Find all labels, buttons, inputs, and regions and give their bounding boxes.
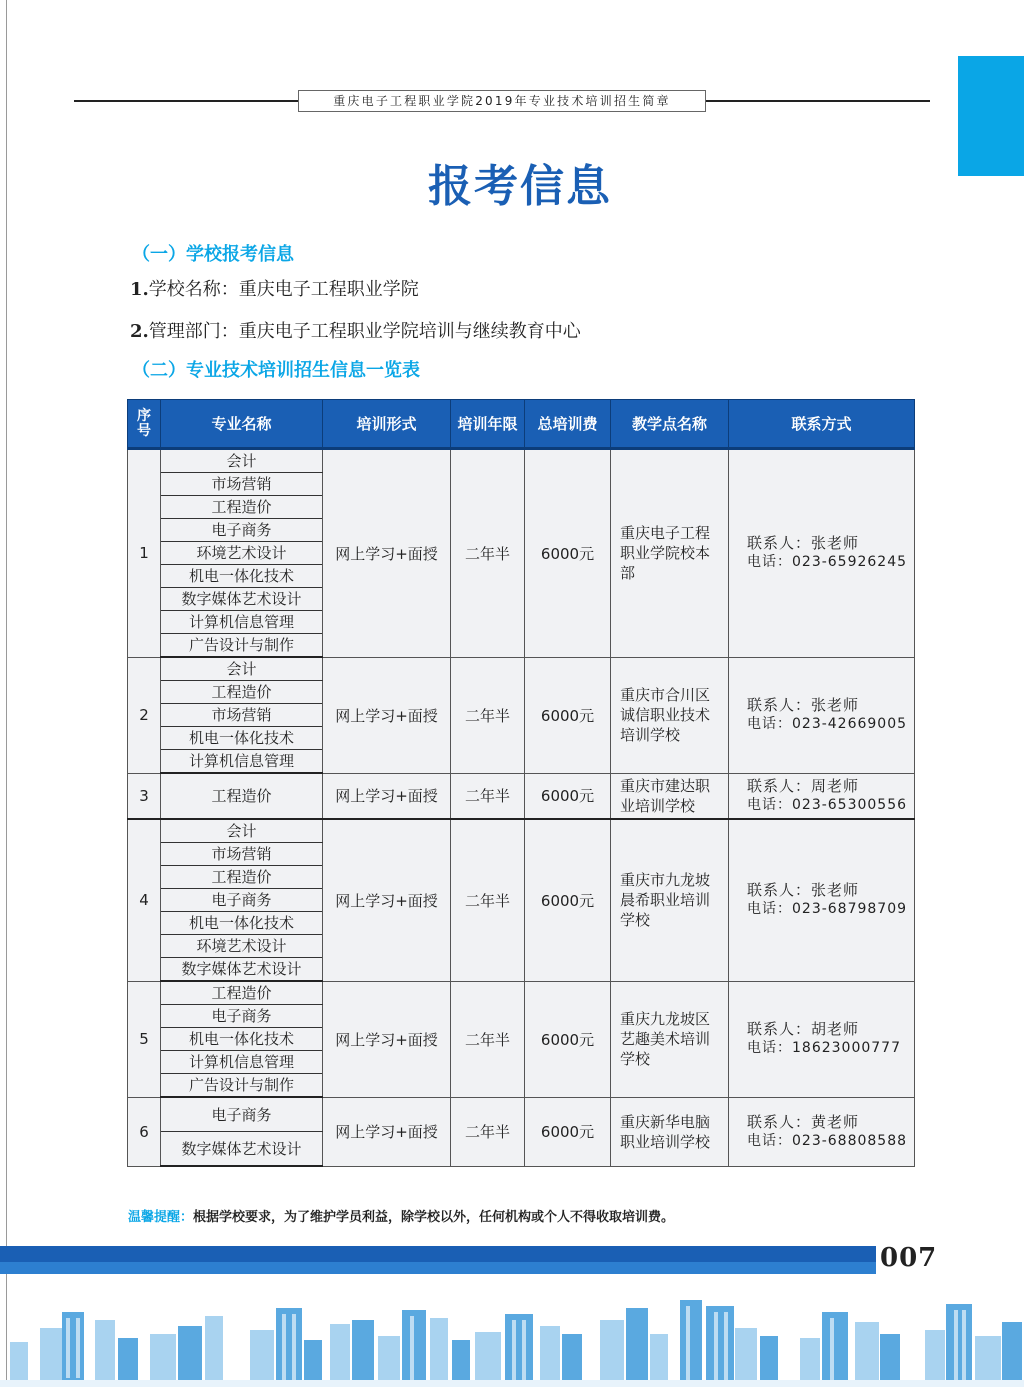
form-cell: 网上学习+面授 [323, 773, 451, 819]
contact-phone: 电话：023-68808588 [747, 1132, 908, 1149]
site-cell: 重庆新华电脑职业培训学校 [611, 1097, 729, 1166]
contact-person: 联系人：黄老师 [747, 1112, 860, 1131]
table-group-2 [128, 657, 915, 773]
table-header-row [128, 400, 915, 449]
page-number: 007 [880, 1243, 938, 1273]
department-line: 2.管理部门：重庆电子工程职业学院培训与继续教育中心 [130, 321, 581, 342]
major-cell: 机电一体化技术 [161, 912, 323, 935]
running-header: 重庆电子工程职业学院2019年专业技术培训招生简章 [298, 90, 706, 112]
major-cell: 广告设计与制作 [161, 1074, 323, 1098]
table-row [128, 773, 915, 819]
header-seq: 序 号 [128, 400, 161, 449]
form-cell: 网上学习+面授 [323, 449, 451, 658]
major-cell: 数字媒体艺术设计 [161, 1132, 323, 1167]
table-row [128, 657, 915, 681]
header-contact: 联系方式 [729, 400, 915, 449]
major-cell: 会计 [161, 819, 323, 843]
seq-cell: 4 [128, 819, 161, 981]
seq-cell: 1 [128, 449, 161, 658]
header-fee: 总培训费 [525, 400, 611, 449]
fee-cell: 6000元 [525, 819, 611, 981]
header-major: 专业名称 [161, 400, 323, 449]
contact-cell [729, 981, 915, 1097]
site-cell: 重庆九龙坡区艺趣美术培训学校 [611, 981, 729, 1097]
school-name-line: 1.学校名称：重庆电子工程职业学院 [130, 279, 419, 300]
table-row [128, 1097, 915, 1132]
form-cell: 网上学习+面授 [323, 1097, 451, 1166]
major-cell: 工程造价 [161, 981, 323, 1005]
contact-phone: 电话：023-65926245 [747, 554, 908, 571]
table-group-1 [128, 449, 915, 658]
contact-person: 联系人：张老师 [747, 881, 860, 900]
major-cell: 广告设计与制作 [161, 634, 323, 658]
header-years: 培训年限 [451, 400, 525, 449]
major-cell: 计算机信息管理 [161, 1051, 323, 1074]
contact-person: 联系人：张老师 [747, 534, 860, 553]
major-cell: 市场营销 [161, 843, 323, 866]
footer-bar-accent [0, 1262, 876, 1274]
major-cell: 电子商务 [161, 1005, 323, 1028]
fee-cell: 6000元 [525, 1097, 611, 1166]
contact-person: 联系人：胡老师 [747, 1020, 860, 1038]
city-skyline-illustration [0, 1290, 1024, 1387]
notice [128, 1206, 674, 1225]
major-cell: 计算机信息管理 [161, 750, 323, 774]
header-form: 培训形式 [323, 400, 451, 449]
years-cell: 二年半 [451, 449, 525, 658]
major-cell: 工程造价 [161, 681, 323, 704]
contact-cell [729, 449, 915, 658]
years-cell: 二年半 [451, 657, 525, 773]
fee-cell: 6000元 [525, 981, 611, 1097]
notice-label: 温馨提醒： [128, 1210, 194, 1225]
table-row [128, 449, 915, 473]
contact-phone: 电话：023-42669005 [747, 716, 908, 732]
section-title-school-info: （一）学校报考信息 [132, 244, 294, 265]
contact-person: 联系人：周老师 [747, 776, 860, 795]
major-cell: 机电一体化技术 [161, 565, 323, 588]
years-cell: 二年半 [451, 819, 525, 981]
table-group-4 [128, 819, 915, 981]
fee-cell: 6000元 [525, 657, 611, 773]
major-cell: 市场营销 [161, 704, 323, 727]
section-title-enrollment-table: （二）专业技术培训招生信息一览表 [132, 360, 420, 381]
major-cell: 环境艺术设计 [161, 542, 323, 565]
fee-cell: 6000元 [525, 773, 611, 819]
contact-cell [729, 1097, 915, 1166]
major-cell: 会计 [161, 449, 323, 473]
major-cell: 会计 [161, 657, 323, 681]
table-group-5 [128, 981, 915, 1097]
contact-cell [729, 657, 915, 773]
table-group-6 [128, 1097, 915, 1166]
form-cell: 网上学习+面授 [323, 657, 451, 773]
notice-text: 根据学校要求，为了维护学员利益，除学校以外，任何机构或个人不得收取培训费。 [193, 1210, 675, 1225]
page-title: 报考信息 [428, 161, 612, 212]
site-cell: 重庆市合川区诚信职业技术培训学校 [611, 657, 729, 773]
major-cell: 环境艺术设计 [161, 935, 323, 958]
years-cell: 二年半 [451, 773, 525, 819]
enrollment-table [127, 399, 915, 1167]
major-cell: 电子商务 [161, 519, 323, 542]
seq-cell: 3 [128, 773, 161, 819]
major-cell: 机电一体化技术 [161, 1028, 323, 1051]
major-cell: 工程造价 [161, 773, 323, 819]
major-cell: 电子商务 [161, 1097, 323, 1132]
seq-cell: 6 [128, 1097, 161, 1166]
form-cell: 网上学习+面授 [323, 981, 451, 1097]
table-row [128, 981, 915, 1005]
contact-phone: 电话：023-68798709 [747, 901, 908, 918]
major-cell: 工程造价 [161, 866, 323, 889]
major-cell: 数字媒体艺术设计 [161, 958, 323, 982]
site-cell: 重庆市建达职业培训学校 [611, 773, 729, 819]
table-row [128, 819, 915, 843]
major-cell: 工程造价 [161, 496, 323, 519]
years-cell: 二年半 [451, 981, 525, 1097]
seq-cell: 2 [128, 657, 161, 773]
major-cell: 数字媒体艺术设计 [161, 588, 323, 611]
contact-cell [729, 819, 915, 981]
fee-cell: 6000元 [525, 449, 611, 658]
table-group-3 [128, 773, 915, 819]
contact-phone: 电话：18623000777 [747, 1040, 901, 1056]
seq-cell: 5 [128, 981, 161, 1097]
major-cell: 机电一体化技术 [161, 727, 323, 750]
years-cell: 二年半 [451, 1097, 525, 1166]
site-cell: 重庆市九龙坡晨希职业培训学校 [611, 819, 729, 981]
contact-phone: 电话：023-65300556 [747, 796, 908, 813]
contact-person: 联系人：张老师 [747, 696, 860, 714]
site-cell: 重庆电子工程职业学院校本部 [611, 449, 729, 658]
form-cell: 网上学习+面授 [323, 819, 451, 981]
major-cell: 计算机信息管理 [161, 611, 323, 634]
header-site: 教学点名称 [611, 400, 729, 449]
major-cell: 电子商务 [161, 889, 323, 912]
contact-cell [729, 773, 915, 819]
major-cell: 市场营销 [161, 473, 323, 496]
